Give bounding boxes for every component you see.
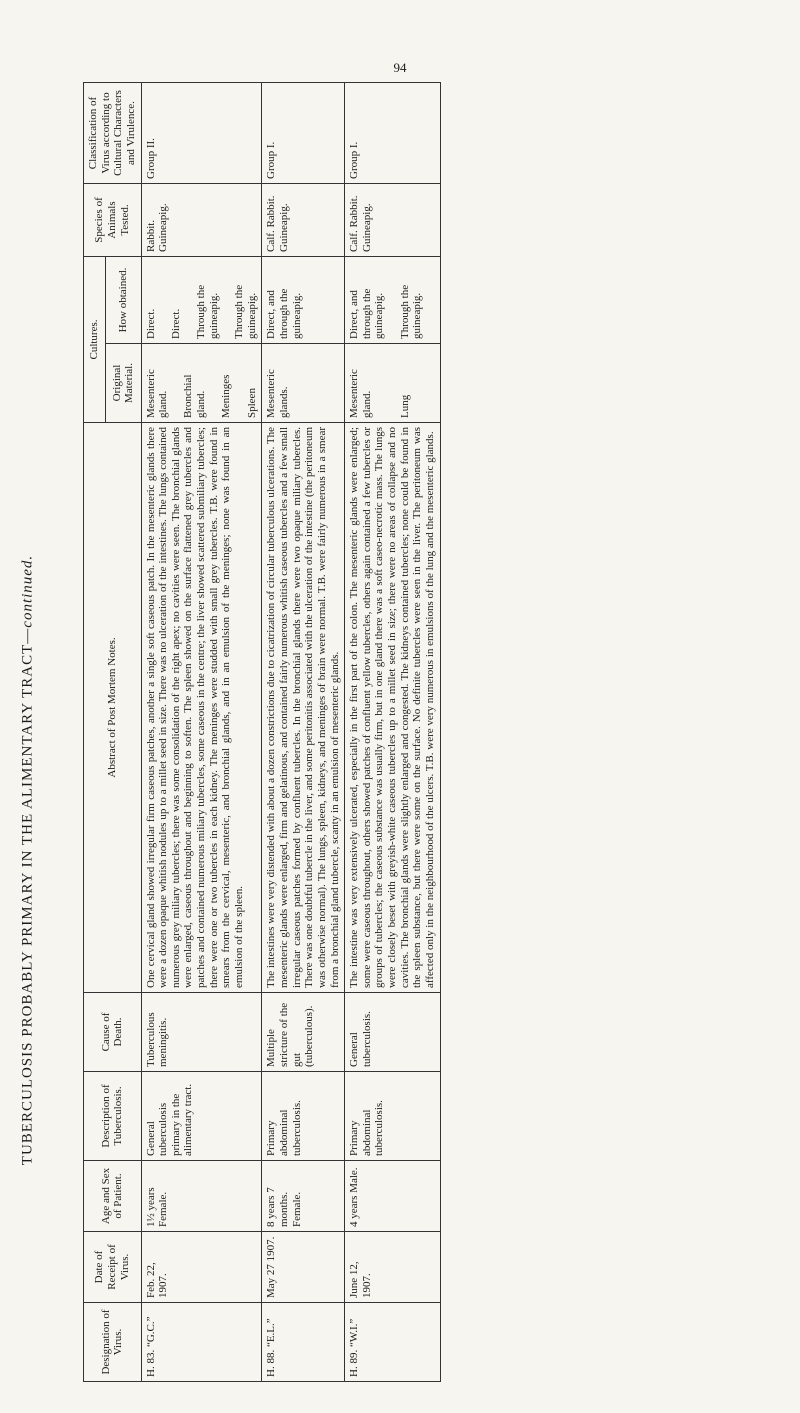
date-cell: May 27 1907. bbox=[262, 1232, 345, 1303]
notes-cell: One cervical gland showed irregular firm caseous patches, another a single soft caseous patch. In the mesenteric glands there were a dozen opaque whitish nodules up to a millet seed in size. There was no ulceration of the intestines. The lungs contained numerous grey miliary tubercles; there was some consolidation of the right apex; no cavities were seen. The bronchial glands were enlarged, caseous throughout and beginning to soften. The spleen showed on the surface flattened grey tubercles and patches and contained numerous miliary tubercles, some caseous in the centre; the liver showed scattered submiliary tubercles; there were one or two tubercles in each kidney. The meninges were studded with small grey tubercles. T.B. were found in smears from the cervical, mesenteric, and bronchial glands, and in an emulsion of the meninges; none was found in an emulsion of the spleen. bbox=[141, 423, 262, 993]
header-description: Description of Tuberculosis. bbox=[84, 1072, 142, 1161]
table-row bbox=[345, 83, 440, 1382]
cause-cell: General tuberculosis. bbox=[345, 993, 440, 1072]
title-main: TUBERCULOSIS PROBABLY PRIMARY IN THE ALIMENTARY TRACT— bbox=[19, 627, 36, 1166]
table-row bbox=[262, 83, 345, 1382]
table-row bbox=[141, 83, 262, 1382]
how-item: Through the guineapig. bbox=[398, 284, 424, 339]
classification-cell: Group I. bbox=[345, 83, 440, 184]
material-item: Mesenteric glands. bbox=[265, 369, 290, 418]
species-cell: Rabbit. Guineapig. bbox=[141, 184, 262, 257]
notes-cell: The intestines were very distended with about a dozen constrictions due to cicatrization of circular tuberculous ulcerations. The mesenteric glands were enlarged, firm and gelatinous, and contained fairly numerous whitish caseous tubercles and a few small irregular caseous patches formed by confluent tubercles. In the bronchial glands there were two opaque miliary tubercles. There was one doubtful tubercle in the liver, and some peritonitis associated with the ulceration of the intestine (the peritoneum was otherwise normal). The lungs, spleen, kidneys, and meninges of brain were normal. T.B. were fairly numerous in a smear from a bronchial gland tubercle, scanty in an emulsion of mesenteric glands. bbox=[262, 423, 345, 993]
header-original-material: Original Material. bbox=[105, 344, 141, 423]
species-cell: Calf. Rabbit. Guineapig. bbox=[262, 184, 345, 257]
how-item: Through the guineapig. bbox=[233, 284, 258, 339]
material-cell bbox=[141, 344, 262, 423]
age-sex-cell: 4 years Male. bbox=[345, 1161, 440, 1232]
classification-cell: Group II. bbox=[141, 83, 262, 184]
description-cell: Primary abdominal tuberculosis. bbox=[262, 1072, 345, 1161]
description-cell: General tuberculosis primary in the alimentary tract. bbox=[141, 1072, 262, 1161]
material-item: Spleen bbox=[245, 388, 258, 418]
date-cell: June 12, 1907. bbox=[345, 1232, 440, 1303]
material-cell bbox=[345, 344, 440, 423]
how-item: Through the guineapig. bbox=[195, 284, 220, 339]
how-cell bbox=[262, 257, 345, 344]
material-cell bbox=[262, 344, 345, 423]
how-item: Direct, and through the guineapig. bbox=[265, 288, 303, 339]
designation-cell: H. 89. “W.I.” bbox=[345, 1303, 440, 1382]
how-item: Direct, and through the guineapig. bbox=[348, 288, 386, 339]
page-title bbox=[4, 300, 64, 1400]
description-cell: Primary abdominal tuberculosis. bbox=[345, 1072, 440, 1161]
material-item: Meninges bbox=[220, 374, 233, 418]
cause-cell: Tuberculous meningitis. bbox=[141, 993, 262, 1072]
how-item: Direct. bbox=[169, 308, 182, 339]
header-date: Date of Receipt of Virus. bbox=[84, 1232, 142, 1303]
notes-cell: The intestine was very extensively ulcerated, especially in the first part of the colon. The mesenteric glands were enlarged; some were caseous throughout, others showed patches of confluent yellow tubercles, others again contained a few tubercles or groups of tubercles; the caseous substance was usually firm, but in one gland there was a soft caseo-necrotic mass. The lungs were closely beset with greyish-white caseous tubercles up to a millet seed in size; there were no areas of collapse and no cavities. The bronchial glands were slightly enlarged and congested. The kidneys contained tubercles; none could be found in the spleen substance, but there were some on the surface. No definite tubercles were seen in the liver. The peritoneum was affected only in the neighbourhood of the ulcers. T.B. were very numerous in emulsions of the lung and the mesenteric glands. bbox=[345, 423, 440, 993]
header-cultures: Cultures. bbox=[84, 257, 106, 423]
header-notes: Abstract of Post Mortem Notes. bbox=[84, 423, 142, 993]
material-item: Lung bbox=[398, 394, 411, 418]
header-designation: Designation of Virus. bbox=[84, 1303, 142, 1382]
material-item: Mesenteric gland. bbox=[348, 369, 373, 418]
classification-cell: Group I. bbox=[262, 83, 345, 184]
header-age-sex: Age and Sex of Patient. bbox=[84, 1161, 142, 1232]
header-cause: Cause of Death. bbox=[84, 993, 142, 1072]
date-cell: Feb. 22, 1907. bbox=[141, 1232, 262, 1303]
how-item: Direct. bbox=[144, 308, 157, 339]
species-cell: Calf. Rabbit. Guineapig. bbox=[345, 184, 440, 257]
material-item: Mesenteric gland. bbox=[144, 369, 170, 418]
material-item: Bronchial gland. bbox=[182, 374, 208, 418]
header-classification: Classification of Virus according to Cultural Characters and Virulence. bbox=[84, 83, 142, 184]
how-cell bbox=[345, 257, 440, 344]
header-species: Species of Animals Tested. bbox=[84, 184, 142, 257]
title-suffix: continued. bbox=[19, 554, 36, 628]
age-sex-cell: 1½ years Female. bbox=[141, 1161, 262, 1232]
designation-cell: H. 83. “G.C.” bbox=[141, 1303, 262, 1382]
records-table bbox=[83, 82, 693, 1382]
header-how-obtained: How obtained. bbox=[105, 257, 141, 344]
cause-cell: Multiple stricture of the gut (tuberculous). bbox=[262, 993, 345, 1072]
designation-cell: H. 88. “E.L.” bbox=[262, 1303, 345, 1382]
page-number: 94 bbox=[393, 60, 407, 75]
age-sex-cell: 8 years 7 months. Female. bbox=[262, 1161, 345, 1232]
how-cell bbox=[141, 257, 262, 344]
